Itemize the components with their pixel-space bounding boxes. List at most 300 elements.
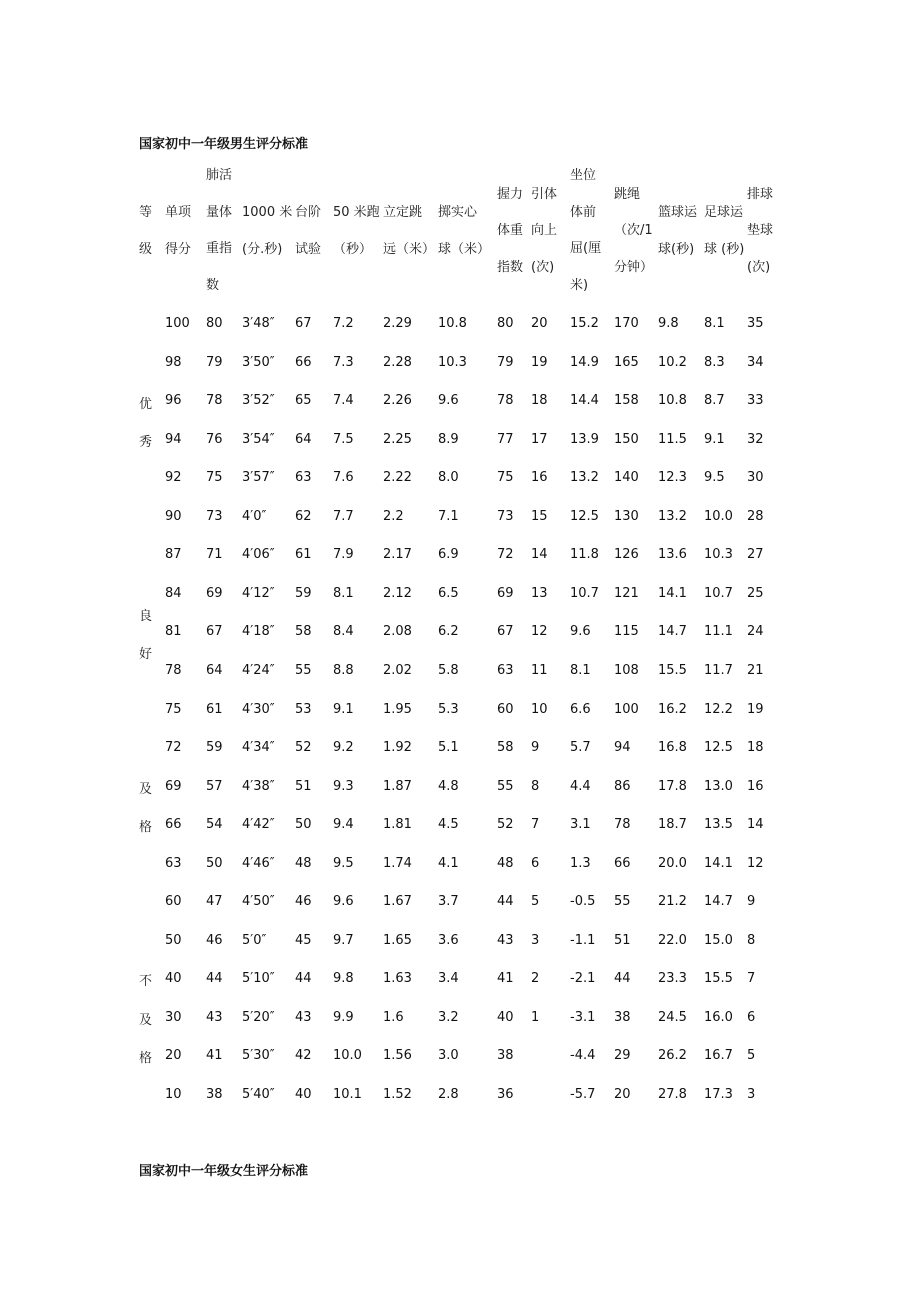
cell-jump: 2.2 (383, 508, 404, 524)
cell-step: 44 (295, 971, 312, 987)
cell-basket: 17.8 (658, 778, 687, 794)
cell-run50: 7.9 (333, 547, 354, 563)
cell-volley: 32 (747, 431, 764, 447)
cell-run1000: 5′20″ (242, 1009, 275, 1025)
cell-volley: 18 (747, 740, 764, 756)
cell-score: 69 (165, 778, 182, 794)
header-jump: 立定跳 远（米） (383, 205, 436, 257)
cell-step: 59 (295, 585, 312, 601)
cell-run1000: 4′38″ (242, 778, 275, 794)
cell-football: 9.5 (704, 470, 725, 486)
cell-run1000: 3′52″ (242, 393, 275, 409)
cell-ball: 3.6 (438, 932, 459, 948)
cell-score: 78 (165, 662, 182, 678)
cell-ball: 3.7 (438, 894, 459, 910)
cell-volley: 16 (747, 778, 764, 794)
cell-lung: 80 (206, 316, 223, 331)
cell-ball: 3.4 (438, 971, 459, 987)
cell-football: 10.0 (704, 508, 733, 524)
cell-basket: 16.8 (658, 740, 687, 756)
header-football: 足球运 球 (秒) (704, 205, 745, 257)
cell-run50: 9.7 (333, 932, 354, 948)
cell-lung: 38 (206, 1087, 223, 1102)
cell-score: 72 (165, 740, 182, 756)
cell-basket: 24.5 (658, 1009, 687, 1025)
cell-lung: 64 (206, 662, 223, 678)
cell-grip: 80 (497, 316, 514, 331)
header-rope: 跳绳 （次/1 分钟） (614, 186, 654, 275)
cell-run50: 10.0 (333, 1048, 362, 1064)
cell-jump: 2.25 (383, 431, 412, 447)
cell-grip: 58 (497, 740, 514, 756)
cell-rope: 100 (614, 701, 639, 717)
cell-step: 61 (295, 547, 312, 563)
cell-run50: 9.6 (333, 894, 354, 910)
cell-step: 64 (295, 431, 312, 447)
cell-football: 10.7 (704, 585, 733, 601)
cell-rope: 158 (614, 393, 639, 409)
header-ball: 掷实心 球（米） (438, 205, 491, 257)
grade-label: 不 及 格 (139, 974, 153, 1066)
cell-lung: 69 (206, 585, 223, 601)
cell-rope: 29 (614, 1048, 631, 1064)
cell-grip: 78 (497, 393, 514, 409)
cell-football: 11.1 (704, 624, 733, 640)
cell-football: 12.5 (704, 740, 733, 756)
cell-rope: 108 (614, 662, 639, 678)
cell-jump: 1.56 (383, 1048, 412, 1064)
cell-run1000: 3′57″ (242, 470, 275, 486)
cell-ball: 9.6 (438, 393, 459, 409)
cell-step: 67 (295, 316, 312, 331)
cell-run1000: 4′46″ (242, 855, 275, 871)
cell-jump: 2.08 (383, 624, 412, 640)
cell-grip: 52 (497, 817, 514, 833)
cell-run1000: 5′30″ (242, 1048, 275, 1064)
cell-basket: 15.5 (658, 662, 687, 678)
cell-sitreach: 12.5 (570, 508, 599, 524)
cell-pullup: 10 (531, 701, 548, 717)
cell-rope: 170 (614, 316, 639, 331)
header-run50: 50 米跑 （秒） (333, 205, 380, 257)
cell-run50: 9.9 (333, 1009, 354, 1025)
cell-rope: 165 (614, 354, 639, 370)
cell-lung: 57 (206, 778, 223, 794)
cell-jump: 2.22 (383, 470, 412, 486)
cell-grip: 77 (497, 431, 514, 447)
cell-run1000: 4′50″ (242, 894, 275, 910)
cell-ball: 10.3 (438, 354, 467, 370)
cell-volley: 6 (747, 1009, 756, 1025)
cell-pullup: 20 (531, 316, 548, 331)
cell-sitreach: 14.4 (570, 393, 599, 409)
cell-run50: 8.4 (333, 624, 354, 640)
cell-volley: 9 (747, 894, 756, 910)
cell-run1000: 4′0″ (242, 508, 267, 524)
cell-jump: 1.74 (383, 855, 412, 871)
cell-lung: 50 (206, 855, 223, 871)
cell-pullup: 16 (531, 470, 548, 486)
cell-sitreach: 3.1 (570, 817, 591, 833)
cell-run1000: 5′0″ (242, 932, 267, 948)
cell-jump: 2.02 (383, 662, 412, 678)
cell-run1000: 3′54″ (242, 431, 275, 447)
cell-ball: 2.8 (438, 1087, 459, 1102)
cell-run1000: 5′40″ (242, 1087, 275, 1102)
cell-lung: 46 (206, 932, 223, 948)
cell-jump: 2.26 (383, 393, 412, 409)
cell-pullup: 11 (531, 662, 548, 678)
cell-pullup: 3 (531, 932, 540, 948)
cell-grip: 79 (497, 354, 514, 370)
cell-basket: 20.0 (658, 855, 687, 871)
cell-run50: 7.6 (333, 470, 354, 486)
cell-lung: 41 (206, 1048, 223, 1064)
cell-score: 84 (165, 585, 182, 601)
cell-grip: 63 (497, 662, 514, 678)
cell-football: 8.7 (704, 393, 725, 409)
cell-volley: 7 (747, 971, 756, 987)
cell-run50: 9.1 (333, 701, 354, 717)
cell-volley: 12 (747, 855, 764, 871)
cell-grip: 36 (497, 1087, 514, 1102)
cell-ball: 8.9 (438, 431, 459, 447)
cell-step: 58 (295, 624, 312, 640)
girls-table-title: 国家初中一年级女生评分标准 (139, 1164, 309, 1179)
cell-lung: 47 (206, 894, 223, 910)
cell-run1000: 4′34″ (242, 740, 275, 756)
cell-basket: 9.8 (658, 316, 679, 331)
cell-sitreach: 9.6 (570, 624, 591, 640)
cell-football: 15.0 (704, 932, 733, 948)
cell-sitreach: 13.2 (570, 470, 599, 486)
cell-jump: 2.17 (383, 547, 412, 563)
cell-ball: 7.1 (438, 508, 459, 524)
cell-lung: 44 (206, 971, 223, 987)
cell-basket: 16.2 (658, 701, 687, 717)
cell-grip: 44 (497, 894, 514, 910)
cell-step: 63 (295, 470, 312, 486)
cell-football: 14.7 (704, 894, 733, 910)
cell-sitreach: 15.2 (570, 316, 599, 331)
cell-football: 15.5 (704, 971, 733, 987)
cell-sitreach: 10.7 (570, 585, 599, 601)
cell-run50: 9.4 (333, 817, 354, 833)
cell-sitreach: -0.5 (570, 894, 596, 910)
cell-score: 81 (165, 624, 182, 640)
cell-basket: 23.3 (658, 971, 687, 987)
cell-run50: 9.3 (333, 778, 354, 794)
cell-volley: 27 (747, 547, 764, 563)
cell-rope: 94 (614, 740, 631, 756)
cell-lung: 79 (206, 354, 223, 370)
cell-volley: 35 (747, 316, 764, 331)
cell-run50: 7.4 (333, 393, 354, 409)
cell-rope: 38 (614, 1009, 631, 1025)
cell-lung: 61 (206, 701, 223, 717)
cell-pullup: 1 (531, 1009, 540, 1025)
cell-jump: 1.65 (383, 932, 412, 948)
cell-basket: 12.3 (658, 470, 687, 486)
header-run1000: 1000 米 (分.秒) (242, 205, 293, 257)
cell-ball: 4.8 (438, 778, 459, 794)
header-score: 单项 得分 (165, 205, 192, 257)
cell-run50: 10.1 (333, 1087, 362, 1102)
cell-volley: 24 (747, 624, 764, 640)
cell-grip: 41 (497, 971, 514, 987)
cell-sitreach: 6.6 (570, 701, 591, 717)
cell-step: 48 (295, 855, 312, 871)
cell-lung: 43 (206, 1009, 223, 1025)
cell-volley: 5 (747, 1048, 756, 1064)
cell-score: 66 (165, 817, 182, 833)
cell-football: 9.1 (704, 431, 725, 447)
cell-pullup: 6 (531, 855, 540, 871)
cell-score: 60 (165, 894, 182, 910)
cell-rope: 78 (614, 817, 631, 833)
cell-ball: 10.8 (438, 316, 467, 331)
cell-rope: 130 (614, 508, 639, 524)
cell-run50: 9.5 (333, 855, 354, 871)
cell-step: 65 (295, 393, 312, 409)
cell-ball: 4.5 (438, 817, 459, 833)
cell-rope: 115 (614, 624, 639, 640)
boys-table-title: 国家初中一年级男生评分标准 (139, 137, 309, 152)
header-pullup: 引体 向上 (次) (531, 186, 558, 275)
cell-basket: 26.2 (658, 1048, 687, 1064)
cell-jump: 1.63 (383, 971, 412, 987)
cell-score: 90 (165, 508, 182, 524)
header-basket: 篮球运 球(秒) (658, 205, 698, 257)
cell-grip: 75 (497, 470, 514, 486)
cell-pullup: 15 (531, 508, 548, 524)
cell-score: 75 (165, 701, 182, 717)
cell-run1000: 4′24″ (242, 662, 275, 678)
cell-basket: 13.2 (658, 508, 687, 524)
cell-score: 98 (165, 354, 182, 370)
cell-football: 17.3 (704, 1087, 733, 1102)
cell-jump: 2.28 (383, 354, 412, 370)
cell-sitreach: -2.1 (570, 971, 596, 987)
cell-rope: 20 (614, 1087, 631, 1102)
cell-sitreach: 11.8 (570, 547, 599, 563)
cell-football: 12.2 (704, 701, 733, 717)
cell-step: 51 (295, 778, 312, 794)
cell-grip: 69 (497, 585, 514, 601)
cell-run1000: 3′48″ (242, 316, 275, 331)
cell-score: 40 (165, 971, 182, 987)
cell-sitreach: 4.4 (570, 778, 591, 794)
cell-sitreach: -3.1 (570, 1009, 596, 1025)
cell-ball: 6.2 (438, 624, 459, 640)
cell-volley: 25 (747, 585, 764, 601)
header-step: 台阶 试验 (295, 205, 322, 257)
cell-pullup: 5 (531, 894, 540, 910)
cell-score: 100 (165, 316, 190, 331)
cell-football: 13.0 (704, 778, 733, 794)
cell-basket: 18.7 (658, 817, 687, 833)
cell-lung: 59 (206, 740, 223, 756)
cell-pullup: 12 (531, 624, 548, 640)
cell-run50: 9.8 (333, 971, 354, 987)
cell-ball: 5.1 (438, 740, 459, 756)
cell-football: 16.0 (704, 1009, 733, 1025)
cell-rope: 126 (614, 547, 639, 563)
cell-step: 53 (295, 701, 312, 717)
cell-sitreach: 5.7 (570, 740, 591, 756)
cell-run1000: 4′12″ (242, 585, 275, 601)
cell-rope: 140 (614, 470, 639, 486)
cell-lung: 71 (206, 547, 223, 563)
cell-pullup: 13 (531, 585, 548, 601)
cell-step: 45 (295, 932, 312, 948)
cell-jump: 1.95 (383, 701, 412, 717)
header-lung: 肺活 量体 重指 数 (206, 168, 233, 293)
cell-sitreach: 1.3 (570, 855, 591, 871)
cell-pullup: 9 (531, 740, 540, 756)
cell-lung: 75 (206, 470, 223, 486)
cell-run1000: 4′30″ (242, 701, 275, 717)
cell-pullup: 19 (531, 354, 548, 370)
cell-ball: 5.8 (438, 662, 459, 678)
cell-score: 20 (165, 1048, 182, 1064)
cell-basket: 13.6 (658, 547, 687, 563)
cell-sitreach: -4.4 (570, 1048, 596, 1064)
cell-step: 42 (295, 1048, 312, 1064)
cell-run1000: 4′06″ (242, 547, 275, 563)
grade-label: 及 格 (139, 781, 153, 835)
cell-basket: 10.8 (658, 393, 687, 409)
cell-step: 52 (295, 740, 312, 756)
cell-football: 14.1 (704, 855, 733, 871)
cell-score: 94 (165, 431, 182, 447)
cell-basket: 10.2 (658, 354, 687, 370)
cell-run1000: 3′50″ (242, 354, 275, 370)
cell-grip: 40 (497, 1009, 514, 1025)
cell-jump: 1.67 (383, 894, 412, 910)
cell-score: 96 (165, 393, 182, 409)
cell-lung: 73 (206, 508, 223, 524)
cell-step: 66 (295, 354, 312, 370)
cell-step: 40 (295, 1087, 312, 1102)
cell-ball: 8.0 (438, 470, 459, 486)
header-volley: 排球 垫球 (次) (747, 186, 774, 275)
cell-score: 92 (165, 470, 182, 486)
cell-ball: 3.0 (438, 1048, 459, 1064)
cell-rope: 44 (614, 971, 631, 987)
cell-rope: 121 (614, 585, 639, 601)
cell-grip: 60 (497, 701, 514, 717)
cell-sitreach: -5.7 (570, 1087, 596, 1102)
cell-volley: 34 (747, 354, 764, 370)
cell-rope: 150 (614, 431, 639, 447)
header-grade: 等 级 (139, 205, 153, 257)
cell-grip: 72 (497, 547, 514, 563)
cell-grip: 67 (497, 624, 514, 640)
cell-basket: 21.2 (658, 894, 687, 910)
cell-grip: 48 (497, 855, 514, 871)
cell-football: 11.7 (704, 662, 733, 678)
grade-label: 优 秀 (139, 396, 153, 450)
cell-ball: 6.9 (438, 547, 459, 563)
cell-pullup: 2 (531, 971, 540, 987)
cell-run50: 7.3 (333, 354, 354, 370)
cell-sitreach: -1.1 (570, 932, 596, 948)
cell-basket: 27.8 (658, 1087, 687, 1102)
cell-rope: 55 (614, 894, 631, 910)
cell-sitreach: 13.9 (570, 431, 599, 447)
cell-run1000: 5′10″ (242, 971, 275, 987)
cell-run1000: 4′18″ (242, 624, 275, 640)
cell-run50: 9.2 (333, 740, 354, 756)
cell-volley: 33 (747, 393, 764, 409)
cell-score: 30 (165, 1009, 182, 1025)
cell-step: 62 (295, 508, 312, 524)
cell-score: 63 (165, 855, 182, 871)
cell-football: 13.5 (704, 817, 733, 833)
cell-ball: 4.1 (438, 855, 459, 871)
cell-sitreach: 14.9 (570, 354, 599, 370)
cell-run50: 7.5 (333, 431, 354, 447)
cell-rope: 86 (614, 778, 631, 794)
cell-ball: 6.5 (438, 585, 459, 601)
cell-grip: 55 (497, 778, 514, 794)
cell-pullup: 7 (531, 817, 540, 833)
cell-jump: 2.12 (383, 585, 412, 601)
cell-step: 50 (295, 817, 312, 833)
cell-basket: 22.0 (658, 932, 687, 948)
cell-jump: 1.92 (383, 740, 412, 756)
cell-basket: 14.7 (658, 624, 687, 640)
cell-lung: 78 (206, 393, 223, 409)
grade-label: 良 好 (139, 608, 153, 662)
cell-step: 43 (295, 1009, 312, 1025)
cell-basket: 11.5 (658, 431, 687, 447)
cell-lung: 76 (206, 431, 223, 447)
cell-volley: 3 (747, 1087, 756, 1102)
cell-jump: 1.87 (383, 778, 412, 794)
cell-football: 8.3 (704, 354, 725, 370)
cell-pullup: 14 (531, 547, 548, 563)
cell-ball: 5.3 (438, 701, 459, 717)
cell-jump: 2.29 (383, 316, 412, 331)
header-grip: 握力 体重 指数 (497, 186, 524, 275)
cell-run50: 7.7 (333, 508, 354, 524)
cell-grip: 73 (497, 508, 514, 524)
cell-score: 10 (165, 1087, 182, 1102)
cell-jump: 1.6 (383, 1009, 404, 1025)
cell-jump: 1.81 (383, 817, 412, 833)
cell-grip: 38 (497, 1048, 514, 1064)
cell-pullup: 17 (531, 431, 548, 447)
cell-sitreach: 8.1 (570, 662, 591, 678)
cell-volley: 14 (747, 817, 764, 833)
cell-score: 50 (165, 932, 182, 948)
cell-football: 8.1 (704, 316, 725, 331)
cell-pullup: 8 (531, 778, 540, 794)
cell-football: 16.7 (704, 1048, 733, 1064)
cell-step: 46 (295, 894, 312, 910)
cell-volley: 8 (747, 932, 756, 948)
cell-volley: 19 (747, 701, 764, 717)
cell-lung: 67 (206, 624, 223, 640)
header-sitreach: 坐位 体前 屈(厘 米) (570, 168, 602, 293)
cell-basket: 14.1 (658, 585, 687, 601)
cell-volley: 28 (747, 508, 764, 524)
cell-football: 10.3 (704, 547, 733, 563)
cell-volley: 30 (747, 470, 764, 486)
cell-pullup: 18 (531, 393, 548, 409)
